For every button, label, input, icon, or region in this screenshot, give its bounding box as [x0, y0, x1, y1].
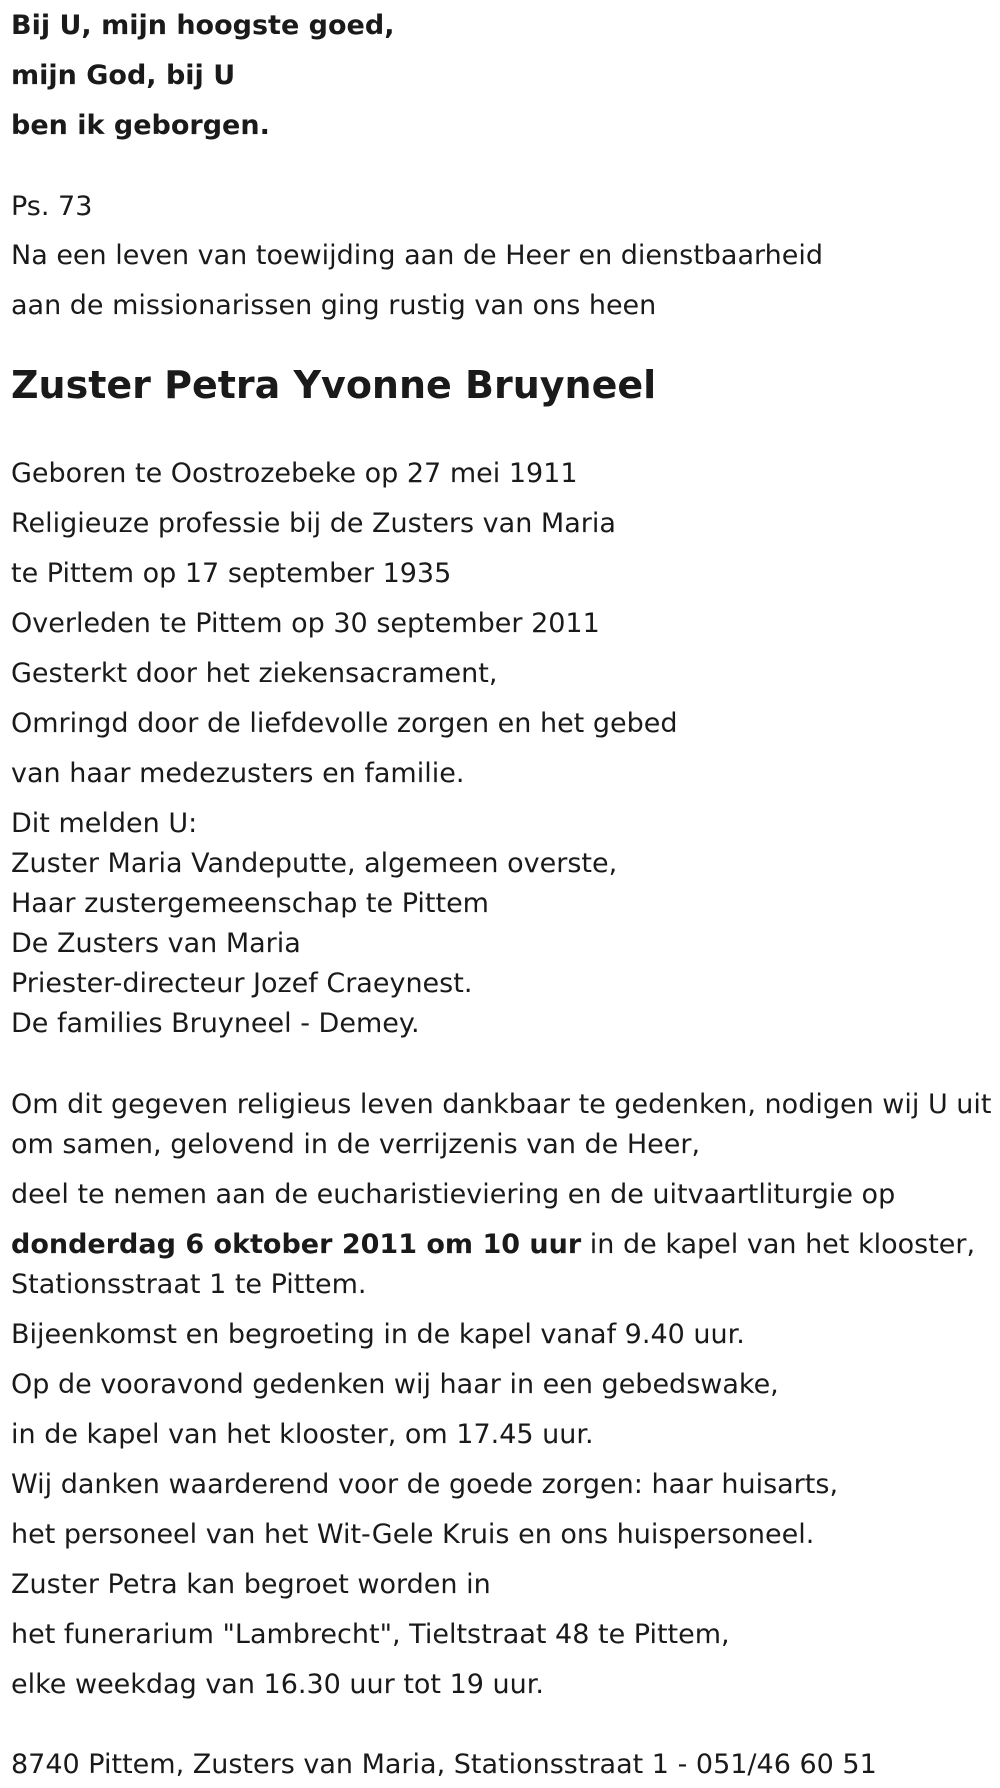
birth-line: Geboren te Oostrozebeke op 27 mei 1911 — [11, 458, 578, 489]
invitation-line-12: het funerarium "Lambrecht", Tieltstraat 48 te Pittem, — [11, 1619, 730, 1650]
profession-line-2: te Pittem op 17 september 1935 — [11, 558, 452, 589]
motto-line-3: ben ik geborgen. — [11, 110, 270, 141]
announcer-item: Priester-directeur Jozef Craeynest. — [11, 968, 473, 999]
announcer-item: De families Bruyneel - Demey. — [11, 1008, 420, 1039]
intro-line-2: aan de missionarissen ging rustig van ons heen — [11, 290, 657, 321]
funeral-date-line — [11, 1231, 975, 1258]
psalm-reference: Ps. 73 — [11, 191, 93, 222]
invitation-line-7: Op de vooravond gedenken wij haar in een gebedswake, — [11, 1369, 779, 1400]
announcers-heading: Dit melden U: — [11, 808, 198, 839]
contact-address: 8740 Pittem, Zusters van Maria, Stationsstraat 1 - 051/46 60 51 — [11, 1749, 877, 1780]
surrounded-line-2: van haar medezusters en familie. — [11, 758, 465, 789]
funeral-location: in de kapel van het klooster, — [581, 1229, 976, 1260]
invitation-line-5: Stationsstraat 1 te Pittem. — [11, 1269, 367, 1300]
announcer-item: Haar zustergemeenschap te Pittem — [11, 888, 489, 919]
death-line: Overleden te Pittem op 30 september 2011 — [11, 608, 600, 639]
motto-line-1: Bij U, mijn hoogste goed, — [11, 10, 395, 41]
motto-line-2: mijn God, bij U — [11, 60, 236, 91]
invitation-line-3: deel te nemen aan de eucharistieviering en de uitvaartliturgie op — [11, 1179, 896, 1210]
invitation-line-10: het personeel van het Wit-Gele Kruis en ons huispersoneel. — [11, 1519, 815, 1550]
sacrament-line: Gesterkt door het ziekensacrament, — [11, 658, 498, 689]
invitation-line-9: Wij danken waarderend voor de goede zorgen: haar huisarts, — [11, 1469, 839, 1500]
funeral-date: donderdag 6 oktober 2011 om 10 uur — [11, 1229, 582, 1260]
invitation-line-8: in de kapel van het klooster, om 17.45 uur. — [11, 1419, 594, 1450]
invitation-line-6: Bijeenkomst en begroeting in de kapel vanaf 9.40 uur. — [11, 1319, 745, 1350]
profession-line-1: Religieuze professie bij de Zusters van Maria — [11, 508, 616, 539]
invitation-line-11: Zuster Petra kan begroet worden in — [11, 1569, 491, 1600]
intro-line-1: Na een leven van toewijding aan de Heer en dienstbaarheid — [11, 240, 824, 271]
surrounded-line-1: Omringd door de liefdevolle zorgen en het gebed — [11, 708, 678, 739]
deceased-name: Zuster Petra Yvonne Bruyneel — [11, 363, 657, 407]
invitation-line-1: Om dit gegeven religieus leven dankbaar te gedenken, nodigen wij U uit — [11, 1089, 992, 1120]
invitation-line-2: om samen, gelovend in de verrijzenis van de Heer, — [11, 1129, 701, 1160]
announcer-item: De Zusters van Maria — [11, 928, 301, 959]
announcer-item: Zuster Maria Vandeputte, algemeen overste, — [11, 848, 618, 879]
invitation-line-13: elke weekdag van 16.30 uur tot 19 uur. — [11, 1669, 544, 1700]
